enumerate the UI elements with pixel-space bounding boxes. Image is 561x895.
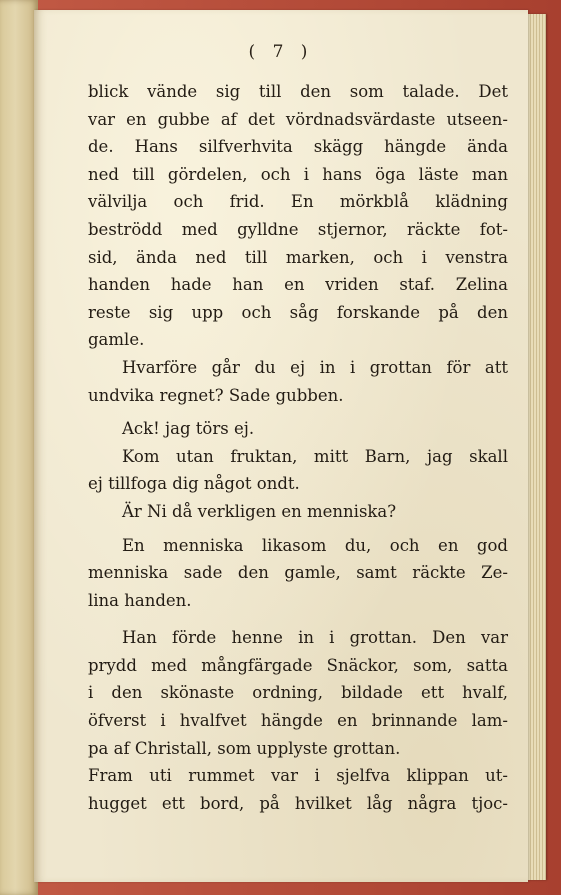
text-line: Hvarföre går du ej in i grottan för att (122, 357, 508, 377)
page-stack-right (528, 14, 546, 880)
text-line: Är Ni då verkligen en menniska? (122, 501, 397, 521)
text-line: pa af Christall, som upplyste grottan. (88, 738, 401, 758)
text-line: menniska sade den gamle, samt räckte Ze- (88, 563, 508, 583)
text-line: blick vände sig till den som talade. Det (88, 82, 508, 101)
page-edge-left (0, 0, 38, 895)
text-line: undvika regnet? Sade gubben. (88, 385, 344, 405)
text-line: Fram uti rummet var i sjelfva klippan ut- (88, 766, 508, 786)
text-line: ej tillfoga dig något ondt. (88, 474, 300, 494)
text-line: Kom utan fruktan, mitt Barn, jag skall (122, 446, 508, 466)
paragraph-gap (88, 614, 508, 624)
text-line: sid, ända ned till marken, och i venstra (88, 247, 508, 267)
book-page (34, 10, 528, 882)
text-line: Ack! jag törs ej. (122, 419, 255, 439)
text-line: gamle. (88, 330, 145, 350)
page-text (88, 78, 508, 817)
text-line: En menniska likasom du, och en god (122, 535, 508, 555)
text-line: Han förde henne in i grottan. Den var (122, 628, 508, 648)
page-number: ( 7 ) (248, 42, 314, 62)
text-line: välvilja och frid. En mörkblå klädning (88, 192, 508, 212)
text-line: beströdd med gylldne stjernor, räckte fot- (88, 219, 508, 239)
text-line: de. Hans silfverhvita skägg hängde ända (88, 137, 508, 157)
text-line: ned till gördelen, och i hans öga läste man (88, 164, 508, 184)
text-line: reste sig upp och såg forskande på den (88, 302, 508, 322)
text-line: prydd med mångfärgade Snäckor, som, satta (88, 655, 508, 675)
text-line: i den skönaste ordning, bildade ett hvalf, (88, 683, 508, 703)
text-line: handen hade han en vriden staf. Zelina (88, 275, 508, 295)
text-line: öfverst i hvalfvet hängde en brinnande lam- (88, 711, 508, 731)
text-line: lina handen. (88, 590, 192, 610)
text-line: hugget ett bord, på hvilket låg några tjoc- (88, 793, 508, 813)
text-line: var en gubbe af det vördnadsvärdaste utseen- (88, 109, 508, 129)
